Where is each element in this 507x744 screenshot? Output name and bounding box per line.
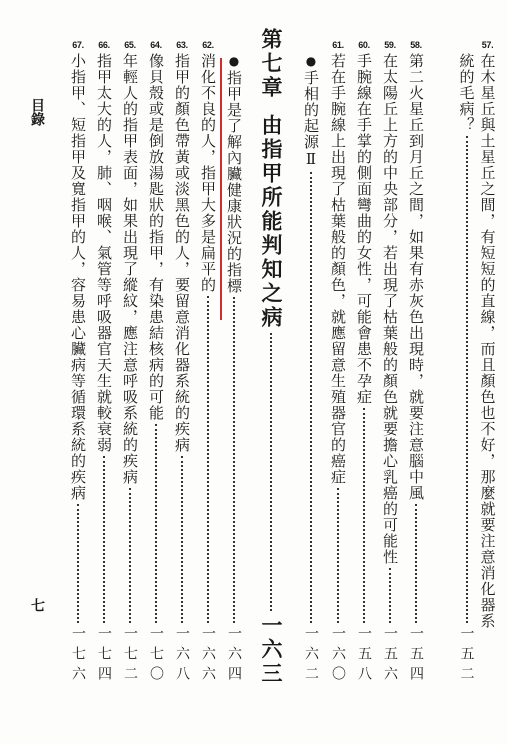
dot-leader [270,333,272,611]
entry-number: 63. [176,40,188,50]
entry-page: 一六八 [174,626,190,686]
entry-text: 第二火星丘到月丘之間，如果有赤灰色出現時，就要注意腦中風 [407,53,425,501]
entry-text: 消化不良的人，指甲大多是扁平的 [199,53,217,293]
entry-number: 57. [481,40,494,50]
entry-text-cont: 統的毛病？ [457,53,476,133]
dot-leader [389,568,391,623]
entry-number: 67. [72,40,84,50]
entry-page: 一七四 [96,626,112,686]
dot-leader [155,424,157,623]
entry-page: 一六二 [303,626,319,686]
entry-page: 一六四 [226,626,242,686]
chapter-title: 由指甲所能判知之病 [259,114,284,330]
toc-entry-58[interactable] [405,40,427,686]
dot-leader [77,504,79,623]
red-underline-mark [220,58,222,320]
entry-number: 60. [358,40,370,50]
toc-entry-63[interactable] [171,40,193,686]
entry-text: 小指甲、短指甲及寬指甲的人，容易患心臟病等循環系統的疾病 [69,53,87,501]
entry-text: 像貝殼或是倒放湯匙狀的指甲，有染患結核病的可能 [147,53,165,421]
dot-leader [466,136,468,623]
entry-text: 手相的起源Ⅱ [302,70,320,169]
toc-entry-65[interactable] [119,40,141,686]
entry-text: 指甲太大的人，肺、咽喉、氣管等呼吸器官天生就較衰弱 [95,53,113,453]
entry-page: 一六〇 [330,626,346,686]
entry-page: 一七〇 [148,626,164,686]
entry-text: 年輕人的指甲表面，如果出現了縱紋，應注意呼吸系統的疾病 [121,53,139,485]
entry-number: 62. [202,40,214,50]
chapter-heading[interactable] [254,28,288,686]
entry-page: 一五八 [356,626,372,686]
bullet-icon: ● [228,54,240,68]
toc-entry-nail-index[interactable] [223,40,245,686]
dot-leader [363,408,365,623]
dot-leader [207,296,209,623]
chapter-number: 第七章 [259,28,284,100]
toc-entry-60[interactable] [353,40,375,686]
entry-number: 61. [332,40,344,50]
entry-text: 手腕線在手掌的側面彎曲的女性，可能會患不孕症 [355,53,373,405]
entry-text: 若在手腕線上出現了枯葉般的顏色，就應留意生殖器官的癌症 [329,53,347,485]
entry-number: 65. [124,40,136,50]
entry-page: 一七六 [70,626,86,686]
dot-leader [310,172,312,623]
entry-number: 66. [98,40,110,50]
entry-page: 一五二 [458,626,475,686]
toc-entry-59[interactable] [379,40,401,686]
toc-entry-64[interactable] [145,40,167,686]
entry-text: 在太陽丘上方的中央部分，若出現了枯葉般的顏色就要擔心乳癌的可能性 [381,53,399,565]
toc-entry-66[interactable] [93,40,115,686]
bullet-icon: ● [305,54,317,68]
entry-text: 指甲是了解內臟健康狀況的指標 [225,70,243,294]
entry-number: 59. [384,40,396,50]
toc-entry-57[interactable] [456,40,498,686]
dot-leader [415,504,417,623]
page-label: 目錄 [29,98,45,126]
entry-text: 指甲的顏色帶黃或淡黑色的人，要留意消化器系統的疾病 [173,53,191,453]
toc-entry-61[interactable] [327,40,349,686]
entry-page: 一五六 [382,626,398,686]
chapter-page: 一六三 [259,614,284,686]
entry-number: 58. [410,40,422,50]
toc-entry-62[interactable] [197,40,219,686]
dot-leader [129,488,131,623]
toc-entry-67[interactable] [67,40,89,686]
dot-leader [337,488,339,623]
page-number: 七 [29,598,45,612]
dot-leader [103,456,105,623]
dot-leader [233,297,235,623]
entry-number: 64. [150,40,162,50]
entry-text: 在木星丘與土星丘之間，有短短的直線，而且顏色也不好，那麼就要注意消化器系 [478,53,497,629]
dot-leader [181,456,183,623]
entry-page: 一五四 [408,626,424,686]
entry-page: 一七二 [122,626,138,686]
entry-page: 一六六 [200,626,216,686]
toc-entry-origin-2[interactable] [300,40,322,686]
